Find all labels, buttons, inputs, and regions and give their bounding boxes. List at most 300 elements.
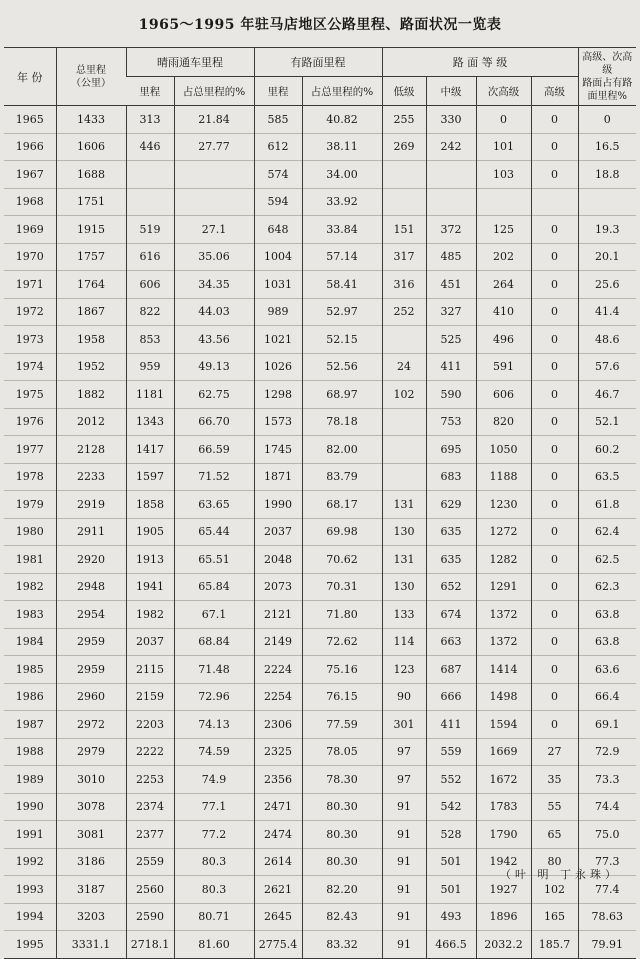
cell-allweather-km: 2115 xyxy=(126,656,174,684)
cell-paved-km: 1871 xyxy=(254,463,302,491)
cell-grade-mid xyxy=(426,188,476,216)
cell-allweather-pct: 72.96 xyxy=(174,683,254,711)
cell-grade-low: 269 xyxy=(382,133,426,161)
cell-grade-low: 151 xyxy=(382,216,426,244)
cell-grade-high: 102 xyxy=(531,876,578,904)
cell-grade-subhigh: 1669 xyxy=(476,738,531,766)
cell-grade-mid: 542 xyxy=(426,793,476,821)
cell-high-grade-ratio: 63.5 xyxy=(578,463,636,491)
cell-allweather-pct: 65.51 xyxy=(174,546,254,574)
cell-grade-high: 27 xyxy=(531,738,578,766)
cell-grade-low: 131 xyxy=(382,491,426,519)
cell-paved-km: 1990 xyxy=(254,491,302,519)
table-header xyxy=(4,48,636,106)
cell-grade-subhigh: 1230 xyxy=(476,491,531,519)
cell-paved-pct: 70.31 xyxy=(302,573,382,601)
cell-grade-low: 91 xyxy=(382,876,426,904)
cell-allweather-pct: 62.75 xyxy=(174,381,254,409)
cell-high-grade-ratio: 66.4 xyxy=(578,683,636,711)
cell-grade-mid: 528 xyxy=(426,821,476,849)
cell-high-grade-ratio: 61.8 xyxy=(578,491,636,519)
cell-grade-mid: 687 xyxy=(426,656,476,684)
cell-allweather-pct: 74.13 xyxy=(174,711,254,739)
cell-paved-pct: 82.20 xyxy=(302,876,382,904)
cell-paved-km: 2614 xyxy=(254,848,302,876)
cell-grade-low: 90 xyxy=(382,683,426,711)
cell-grade-low: 91 xyxy=(382,848,426,876)
header-total-unit: （公里） xyxy=(71,77,111,89)
cell-year: 1984 xyxy=(4,628,56,656)
cell-high-grade-ratio: 62.5 xyxy=(578,546,636,574)
table-row xyxy=(4,766,636,794)
header-year: 年 份 xyxy=(4,48,56,106)
cell-allweather-pct: 27.1 xyxy=(174,216,254,244)
header-allweather-km: 里程 xyxy=(126,77,174,106)
cell-grade-subhigh: 1790 xyxy=(476,821,531,849)
cell-grade-mid: 683 xyxy=(426,463,476,491)
cell-grade-subhigh: 1372 xyxy=(476,628,531,656)
cell-year: 1989 xyxy=(4,766,56,794)
cell-grade-subhigh: 820 xyxy=(476,408,531,436)
cell-grade-high: 0 xyxy=(531,326,578,354)
cell-year: 1992 xyxy=(4,848,56,876)
cell-allweather-pct: 65.84 xyxy=(174,573,254,601)
cell-grade-high: 0 xyxy=(531,491,578,519)
cell-paved-km: 2356 xyxy=(254,766,302,794)
table-row xyxy=(4,271,636,299)
cell-grade-mid: 411 xyxy=(426,353,476,381)
cell-high-grade-ratio: 16.5 xyxy=(578,133,636,161)
cell-grade-mid: 411 xyxy=(426,711,476,739)
cell-paved-pct: 34.00 xyxy=(302,161,382,189)
cell-grade-high: 0 xyxy=(531,463,578,491)
cell-grade-low xyxy=(382,436,426,464)
cell-allweather-km: 446 xyxy=(126,133,174,161)
table-row xyxy=(4,463,636,491)
cell-year: 1977 xyxy=(4,436,56,464)
cell-allweather-pct: 77.1 xyxy=(174,793,254,821)
cell-grade-high: 0 xyxy=(531,216,578,244)
cell-year: 1983 xyxy=(4,601,56,629)
cell-grade-mid: 372 xyxy=(426,216,476,244)
cell-grade-high: 80 xyxy=(531,848,578,876)
cell-total-km: 1433 xyxy=(56,106,126,134)
header-high-grade-ratio xyxy=(578,48,636,106)
cell-high-grade-ratio: 74.4 xyxy=(578,793,636,821)
cell-year: 1972 xyxy=(4,298,56,326)
cell-grade-low: 317 xyxy=(382,243,426,271)
cell-grade-mid: 501 xyxy=(426,876,476,904)
table-row xyxy=(4,491,636,519)
cell-high-grade-ratio: 0 xyxy=(578,106,636,134)
cell-allweather-km: 2559 xyxy=(126,848,174,876)
cell-grade-subhigh: 1896 xyxy=(476,903,531,931)
cell-total-km: 2233 xyxy=(56,463,126,491)
cell-grade-subhigh: 1927 xyxy=(476,876,531,904)
cell-year: 1970 xyxy=(4,243,56,271)
cell-year: 1991 xyxy=(4,821,56,849)
cell-allweather-km: 822 xyxy=(126,298,174,326)
table-row xyxy=(4,243,636,271)
header-paved-mileage: 有路面里程 xyxy=(254,48,382,77)
cell-grade-high: 0 xyxy=(531,601,578,629)
cell-total-km: 3081 xyxy=(56,821,126,849)
cell-grade-subhigh: 103 xyxy=(476,161,531,189)
cell-paved-pct: 52.56 xyxy=(302,353,382,381)
cell-grade-mid: 753 xyxy=(426,408,476,436)
cell-grade-high: 0 xyxy=(531,106,578,134)
cell-year: 1978 xyxy=(4,463,56,491)
table-row xyxy=(4,738,636,766)
cell-high-grade-ratio xyxy=(578,188,636,216)
cell-paved-pct: 68.97 xyxy=(302,381,382,409)
cell-paved-pct: 76.15 xyxy=(302,683,382,711)
cell-paved-km: 1021 xyxy=(254,326,302,354)
cell-grade-subhigh: 264 xyxy=(476,271,531,299)
cell-allweather-km: 519 xyxy=(126,216,174,244)
header-paved-km: 里程 xyxy=(254,77,302,106)
cell-year: 1990 xyxy=(4,793,56,821)
cell-paved-pct: 78.18 xyxy=(302,408,382,436)
cell-allweather-km: 313 xyxy=(126,106,174,134)
table-row xyxy=(4,793,636,821)
cell-grade-low: 252 xyxy=(382,298,426,326)
cell-grade-low: 91 xyxy=(382,793,426,821)
cell-paved-pct: 72.62 xyxy=(302,628,382,656)
cell-grade-high: 165 xyxy=(531,903,578,931)
table-row xyxy=(4,381,636,409)
cell-paved-pct: 80.30 xyxy=(302,848,382,876)
cell-grade-low: 316 xyxy=(382,271,426,299)
cell-grade-subhigh: 1594 xyxy=(476,711,531,739)
cell-year: 1995 xyxy=(4,931,56,959)
cell-grade-low: 97 xyxy=(382,738,426,766)
cell-high-grade-ratio: 72.9 xyxy=(578,738,636,766)
cell-grade-mid: 451 xyxy=(426,271,476,299)
cell-paved-pct: 78.05 xyxy=(302,738,382,766)
cell-grade-low: 91 xyxy=(382,903,426,931)
cell-paved-pct: 58.41 xyxy=(302,271,382,299)
table-row xyxy=(4,931,636,959)
cell-grade-high: 0 xyxy=(531,711,578,739)
cell-grade-high: 0 xyxy=(531,133,578,161)
cell-allweather-km: 1982 xyxy=(126,601,174,629)
cell-allweather-km: 1941 xyxy=(126,573,174,601)
cell-grade-subhigh: 101 xyxy=(476,133,531,161)
cell-total-km: 3186 xyxy=(56,848,126,876)
cell-grade-mid: 629 xyxy=(426,491,476,519)
cell-paved-km: 2037 xyxy=(254,518,302,546)
cell-allweather-pct: 21.84 xyxy=(174,106,254,134)
cell-grade-mid: 663 xyxy=(426,628,476,656)
cell-allweather-km: 2222 xyxy=(126,738,174,766)
cell-year: 1980 xyxy=(4,518,56,546)
page-title: 1965～1995 年驻马店地区公路里程、路面状况一览表 xyxy=(138,17,502,33)
cell-paved-km: 648 xyxy=(254,216,302,244)
cell-paved-pct: 83.32 xyxy=(302,931,382,959)
cell-paved-pct: 80.30 xyxy=(302,821,382,849)
cell-paved-pct: 38.11 xyxy=(302,133,382,161)
cell-total-km: 1915 xyxy=(56,216,126,244)
cell-grade-low: 130 xyxy=(382,573,426,601)
cell-grade-subhigh: 1672 xyxy=(476,766,531,794)
cell-grade-low: 123 xyxy=(382,656,426,684)
cell-allweather-km: 2374 xyxy=(126,793,174,821)
cell-allweather-pct: 49.13 xyxy=(174,353,254,381)
cell-grade-high: 65 xyxy=(531,821,578,849)
cell-allweather-km: 959 xyxy=(126,353,174,381)
cell-high-grade-ratio: 25.6 xyxy=(578,271,636,299)
cell-grade-high: 0 xyxy=(531,628,578,656)
cell-total-km: 2919 xyxy=(56,491,126,519)
cell-year: 1985 xyxy=(4,656,56,684)
road-mileage-table xyxy=(4,47,636,959)
cell-allweather-km: 1905 xyxy=(126,518,174,546)
cell-allweather-km xyxy=(126,161,174,189)
cell-paved-pct: 40.82 xyxy=(302,106,382,134)
cell-grade-low: 130 xyxy=(382,518,426,546)
cell-grade-low: 131 xyxy=(382,546,426,574)
cell-paved-pct: 77.59 xyxy=(302,711,382,739)
cell-year: 1982 xyxy=(4,573,56,601)
cell-grade-low: 91 xyxy=(382,931,426,959)
cell-grade-subhigh: 1282 xyxy=(476,546,531,574)
cell-grade-high: 185.7 xyxy=(531,931,578,959)
cell-total-km: 1751 xyxy=(56,188,126,216)
cell-grade-low xyxy=(382,188,426,216)
cell-allweather-km: 2037 xyxy=(126,628,174,656)
cell-allweather-pct: 71.48 xyxy=(174,656,254,684)
cell-allweather-pct: 63.65 xyxy=(174,491,254,519)
header-grade-low: 低级 xyxy=(382,77,426,106)
cell-grade-subhigh: 1272 xyxy=(476,518,531,546)
header-grade-mid: 中级 xyxy=(426,77,476,106)
cell-high-grade-ratio: 46.7 xyxy=(578,381,636,409)
cell-grade-subhigh: 125 xyxy=(476,216,531,244)
cell-allweather-km: 2560 xyxy=(126,876,174,904)
cell-paved-km: 612 xyxy=(254,133,302,161)
cell-year: 1971 xyxy=(4,271,56,299)
table-row xyxy=(4,353,636,381)
cell-grade-high: 0 xyxy=(531,408,578,436)
cell-high-grade-ratio: 62.4 xyxy=(578,518,636,546)
cell-paved-km: 2645 xyxy=(254,903,302,931)
cell-total-km: 1764 xyxy=(56,271,126,299)
table-body xyxy=(4,106,636,959)
cell-allweather-pct: 80.3 xyxy=(174,848,254,876)
cell-grade-subhigh: 1942 xyxy=(476,848,531,876)
cell-grade-high: 0 xyxy=(531,546,578,574)
cell-high-grade-ratio: 75.0 xyxy=(578,821,636,849)
table-row xyxy=(4,106,636,134)
cell-paved-pct: 69.98 xyxy=(302,518,382,546)
cell-total-km: 2960 xyxy=(56,683,126,711)
cell-grade-mid: 485 xyxy=(426,243,476,271)
cell-grade-subhigh: 1291 xyxy=(476,573,531,601)
cell-total-km: 2954 xyxy=(56,601,126,629)
cell-paved-pct: 82.43 xyxy=(302,903,382,931)
cell-grade-high: 0 xyxy=(531,573,578,601)
cell-allweather-pct: 80.3 xyxy=(174,876,254,904)
header-surface-grade: 路 面 等 级 xyxy=(382,48,578,77)
cell-high-grade-ratio: 78.63 xyxy=(578,903,636,931)
cell-paved-km: 2254 xyxy=(254,683,302,711)
table-row xyxy=(4,903,636,931)
table-row xyxy=(4,546,636,574)
cell-year: 1975 xyxy=(4,381,56,409)
header-paved-pct: 占总里程的% xyxy=(302,77,382,106)
cell-grade-subhigh: 410 xyxy=(476,298,531,326)
header-allweather-pct: 占总里程的% xyxy=(174,77,254,106)
cell-grade-subhigh: 1372 xyxy=(476,601,531,629)
cell-allweather-km: 1597 xyxy=(126,463,174,491)
cell-paved-pct: 80.30 xyxy=(302,793,382,821)
cell-allweather-pct: 74.9 xyxy=(174,766,254,794)
cell-grade-mid xyxy=(426,161,476,189)
header-total-mileage xyxy=(56,48,126,106)
header-allweather-mileage: 晴雨通车里程 xyxy=(126,48,254,77)
cell-paved-km: 2121 xyxy=(254,601,302,629)
cell-grade-high xyxy=(531,188,578,216)
cell-grade-low: 91 xyxy=(382,821,426,849)
cell-grade-low: 97 xyxy=(382,766,426,794)
cell-high-grade-ratio: 63.8 xyxy=(578,628,636,656)
cell-year: 1976 xyxy=(4,408,56,436)
table-row xyxy=(4,188,636,216)
cell-year: 1988 xyxy=(4,738,56,766)
cell-total-km: 2012 xyxy=(56,408,126,436)
cell-grade-high: 0 xyxy=(531,353,578,381)
cell-grade-subhigh: 606 xyxy=(476,381,531,409)
cell-allweather-pct: 81.60 xyxy=(174,931,254,959)
cell-paved-km: 1026 xyxy=(254,353,302,381)
cell-high-grade-ratio: 63.6 xyxy=(578,656,636,684)
table-row xyxy=(4,683,636,711)
cell-grade-mid: 242 xyxy=(426,133,476,161)
cell-paved-km: 2149 xyxy=(254,628,302,656)
cell-grade-mid: 501 xyxy=(426,848,476,876)
cell-grade-mid: 635 xyxy=(426,518,476,546)
cell-year: 1965 xyxy=(4,106,56,134)
cell-grade-high: 0 xyxy=(531,436,578,464)
cell-paved-pct: 68.17 xyxy=(302,491,382,519)
cell-allweather-pct: 67.1 xyxy=(174,601,254,629)
cell-grade-mid: 330 xyxy=(426,106,476,134)
cell-paved-pct: 83.79 xyxy=(302,463,382,491)
cell-high-grade-ratio: 77.3 xyxy=(578,848,636,876)
header-grade-high: 高级 xyxy=(531,77,578,106)
cell-allweather-km: 1913 xyxy=(126,546,174,574)
cell-year: 1994 xyxy=(4,903,56,931)
cell-paved-km: 2073 xyxy=(254,573,302,601)
cell-total-km: 2959 xyxy=(56,628,126,656)
cell-grade-low: 114 xyxy=(382,628,426,656)
cell-year: 1974 xyxy=(4,353,56,381)
cell-high-grade-ratio: 41.4 xyxy=(578,298,636,326)
cell-allweather-km: 606 xyxy=(126,271,174,299)
cell-grade-mid: 493 xyxy=(426,903,476,931)
cell-allweather-km: 2203 xyxy=(126,711,174,739)
header-high-grade-ratio-line1: 高级、次高级 xyxy=(582,51,633,76)
cell-total-km: 2979 xyxy=(56,738,126,766)
cell-paved-km: 574 xyxy=(254,161,302,189)
cell-high-grade-ratio: 60.2 xyxy=(578,436,636,464)
cell-high-grade-ratio: 48.6 xyxy=(578,326,636,354)
header-high-grade-ratio-line2: 路面占有路 xyxy=(582,77,633,89)
cell-total-km: 1882 xyxy=(56,381,126,409)
cell-grade-low xyxy=(382,326,426,354)
cell-year: 1979 xyxy=(4,491,56,519)
table-row xyxy=(4,821,636,849)
cell-paved-pct: 33.84 xyxy=(302,216,382,244)
cell-grade-mid: 674 xyxy=(426,601,476,629)
cell-allweather-km: 1181 xyxy=(126,381,174,409)
cell-paved-pct: 70.62 xyxy=(302,546,382,574)
cell-allweather-km: 2377 xyxy=(126,821,174,849)
cell-year: 1966 xyxy=(4,133,56,161)
cell-allweather-km: 1343 xyxy=(126,408,174,436)
cell-grade-high: 0 xyxy=(531,271,578,299)
cell-allweather-pct: 65.44 xyxy=(174,518,254,546)
cell-total-km: 2128 xyxy=(56,436,126,464)
cell-grade-high: 0 xyxy=(531,518,578,546)
cell-total-km: 2920 xyxy=(56,546,126,574)
cell-allweather-pct: 74.59 xyxy=(174,738,254,766)
cell-high-grade-ratio: 77.4 xyxy=(578,876,636,904)
cell-grade-mid: 327 xyxy=(426,298,476,326)
cell-paved-pct: 33.92 xyxy=(302,188,382,216)
table-row xyxy=(4,133,636,161)
cell-grade-high: 35 xyxy=(531,766,578,794)
cell-allweather-pct: 43.56 xyxy=(174,326,254,354)
cell-high-grade-ratio: 57.6 xyxy=(578,353,636,381)
cell-grade-subhigh: 1050 xyxy=(476,436,531,464)
cell-grade-low: 255 xyxy=(382,106,426,134)
cell-total-km: 2959 xyxy=(56,656,126,684)
cell-allweather-km xyxy=(126,188,174,216)
cell-grade-mid: 466.5 xyxy=(426,931,476,959)
cell-allweather-pct: 71.52 xyxy=(174,463,254,491)
cell-high-grade-ratio: 18.8 xyxy=(578,161,636,189)
cell-year: 1973 xyxy=(4,326,56,354)
cell-grade-subhigh: 0 xyxy=(476,106,531,134)
cell-paved-km: 585 xyxy=(254,106,302,134)
table-row xyxy=(4,573,636,601)
cell-grade-mid: 552 xyxy=(426,766,476,794)
cell-allweather-pct: 80.71 xyxy=(174,903,254,931)
table-row xyxy=(4,628,636,656)
cell-paved-pct: 52.15 xyxy=(302,326,382,354)
table-row xyxy=(4,656,636,684)
cell-allweather-km: 616 xyxy=(126,243,174,271)
cell-grade-high: 55 xyxy=(531,793,578,821)
cell-paved-pct: 82.00 xyxy=(302,436,382,464)
cell-paved-km: 1004 xyxy=(254,243,302,271)
cell-total-km: 1606 xyxy=(56,133,126,161)
cell-paved-km: 1573 xyxy=(254,408,302,436)
cell-total-km: 1952 xyxy=(56,353,126,381)
table-row xyxy=(4,436,636,464)
table-row xyxy=(4,518,636,546)
cell-allweather-km: 853 xyxy=(126,326,174,354)
cell-high-grade-ratio: 79.91 xyxy=(578,931,636,959)
cell-paved-pct: 78.30 xyxy=(302,766,382,794)
cell-paved-pct: 52.97 xyxy=(302,298,382,326)
cell-allweather-km: 2159 xyxy=(126,683,174,711)
table-row xyxy=(4,408,636,436)
table-row xyxy=(4,216,636,244)
cell-allweather-pct xyxy=(174,161,254,189)
